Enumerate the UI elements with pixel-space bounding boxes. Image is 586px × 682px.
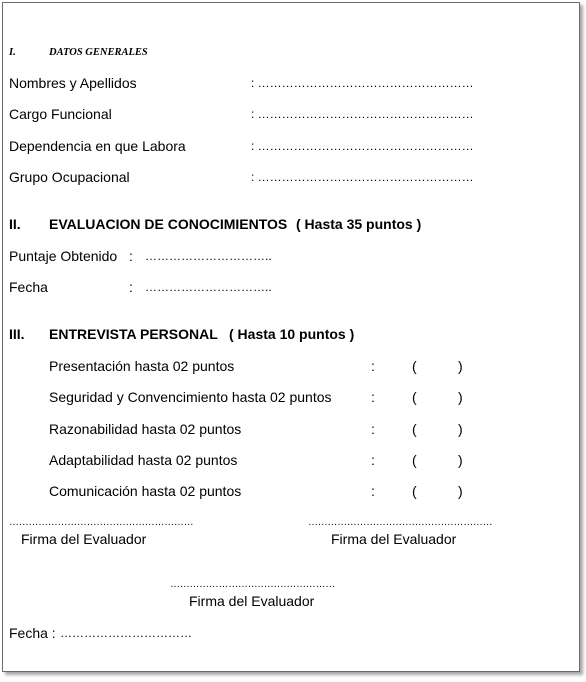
field-fecha-label: Fecha: [9, 279, 48, 295]
field-puntaje-colon: :: [129, 248, 133, 264]
item-seguridad-close: ): [458, 389, 463, 405]
field-dependencia-value: : ………………………………………………: [251, 139, 474, 153]
item-razonabilidad-label: Razonabilidad hasta 02 puntos: [49, 421, 242, 437]
field-fecha-value: …………………………..: [145, 280, 272, 294]
document-page: [2, 2, 580, 672]
item-comunicacion-colon: :: [371, 483, 375, 499]
item-razonabilidad-open: (: [412, 421, 417, 437]
field-grupo-value: : ………………………………………………: [251, 170, 474, 184]
signature-label-center: Firma del Evaluador: [189, 593, 315, 609]
section3-title: ENTREVISTA PERSONAL: [49, 326, 218, 342]
section1-title: DATOS GENERALES: [49, 47, 148, 58]
item-seguridad-label: Seguridad y Convencimiento hasta 02 puntos: [49, 389, 332, 405]
item-adaptabilidad-colon: :: [371, 452, 375, 468]
signature-line-right: …………………………………………………: [308, 517, 493, 528]
section3-points: ( Hasta 10 puntos ): [229, 326, 355, 342]
field-puntaje-value: …………………………..: [145, 249, 272, 263]
item-seguridad-colon: :: [371, 389, 375, 405]
item-presentacion-open: (: [412, 358, 417, 374]
item-seguridad-open: (: [412, 389, 417, 405]
item-presentacion-close: ): [458, 358, 463, 374]
item-presentacion-colon: :: [371, 358, 375, 374]
section1-number: I.: [9, 47, 16, 58]
field-cargo-label: Cargo Funcional: [9, 106, 112, 122]
item-presentacion-label: Presentación hasta 02 puntos: [49, 358, 235, 374]
field-nombres-label: Nombres y Apellidos: [9, 75, 137, 91]
item-razonabilidad-close: ): [458, 421, 463, 437]
signature-label-right: Firma del Evaluador: [331, 531, 457, 547]
item-adaptabilidad-open: (: [412, 452, 417, 468]
item-comunicacion-close: ): [458, 483, 463, 499]
field-cargo-value: : ………………………………………………: [251, 107, 474, 121]
section2-points: ( Hasta 35 puntos ): [296, 216, 422, 232]
footer-fecha-value: ……………………………: [60, 626, 192, 640]
item-adaptabilidad-close: ): [458, 452, 463, 468]
signature-line-center: ……………………………………………: [170, 579, 335, 590]
section2-number: II.: [9, 216, 21, 232]
item-adaptabilidad-label: Adaptabilidad hasta 02 puntos: [49, 452, 238, 468]
field-nombres-value: : ………………………………………………: [251, 76, 474, 90]
field-fecha-colon: :: [129, 279, 133, 295]
field-dependencia-label: Dependencia en que Labora: [9, 138, 186, 154]
signature-label-left: Firma del Evaluador: [21, 531, 147, 547]
signature-line-left: …………………………………………………: [9, 517, 194, 528]
field-puntaje-label: Puntaje Obtenido: [9, 248, 118, 264]
section2-title: EVALUACION DE CONOCIMIENTOS: [49, 216, 288, 232]
field-grupo-label: Grupo Ocupacional: [9, 169, 130, 185]
item-comunicacion-open: (: [412, 483, 417, 499]
item-razonabilidad-colon: :: [371, 421, 375, 437]
section3-number: III.: [9, 326, 25, 342]
item-comunicacion-label: Comunicación hasta 02 puntos: [49, 483, 242, 499]
footer-fecha-label: Fecha :: [9, 625, 56, 641]
